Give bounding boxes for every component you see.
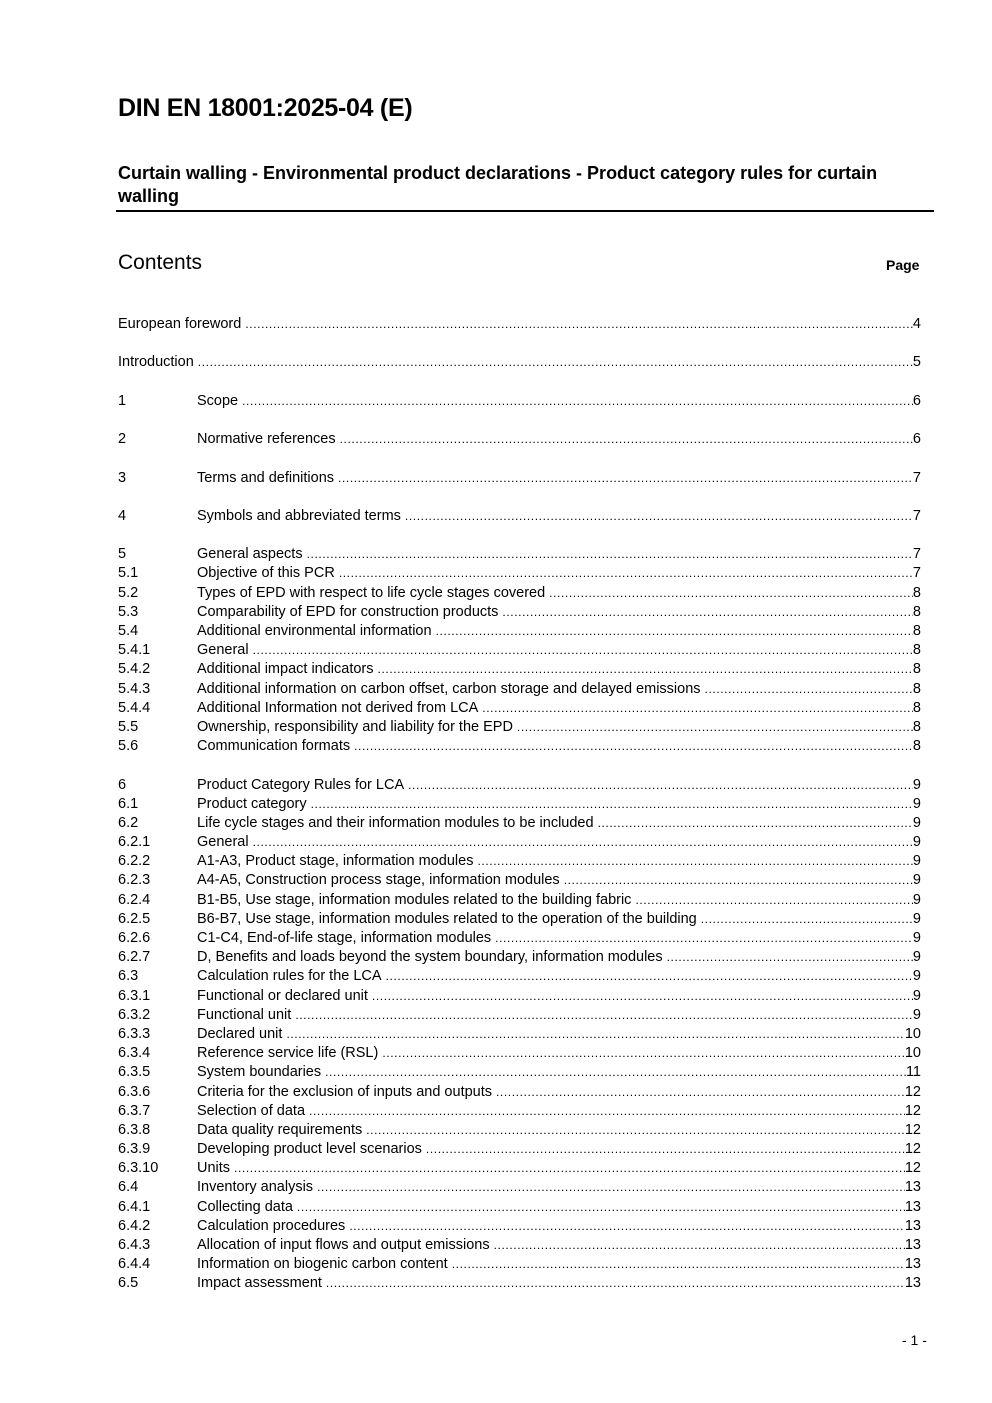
toc-entry-page: 13 <box>904 1237 921 1253</box>
toc-entry-title: Functional unit <box>197 1006 292 1023</box>
toc-dot-leader <box>242 392 913 411</box>
toc-entry[interactable] <box>118 1121 921 1140</box>
toc-entry-number: 5.5 <box>118 718 139 735</box>
toc-entry[interactable] <box>118 660 921 679</box>
toc-entry-number: 6.3.10 <box>118 1160 159 1177</box>
toc-entry-page: 9 <box>912 853 921 870</box>
toc-entry-page: 9 <box>912 968 921 985</box>
toc-entry-title: D, Benefits and loads beyond the system boundary, information modules <box>197 949 663 966</box>
toc-entry-title: Allocation of input flows and output emissions <box>197 1237 490 1253</box>
page-number: - 1 - <box>902 1332 927 1348</box>
toc-entry[interactable] <box>118 1159 921 1178</box>
toc-entry-page: 12 <box>904 1121 921 1138</box>
toc-entry-number: 6.2.4 <box>118 891 151 908</box>
toc-entry-title: Selection of data <box>197 1102 306 1119</box>
toc-entry-number: 5.4.4 <box>118 699 151 716</box>
toc-entry-title: A4-A5, Construction process stage, information modules <box>197 872 560 889</box>
toc-entry-number: 5.4.2 <box>118 661 151 678</box>
toc-entry-page: 12 <box>904 1102 921 1119</box>
toc-dot-leader <box>354 737 913 756</box>
toc-entry-page: 9 <box>912 930 921 946</box>
toc-entry-title: C1-C4, End-of-life stage, information modules <box>197 930 492 946</box>
toc-entry[interactable] <box>118 987 921 1006</box>
toc-entry-title: Units <box>197 1160 231 1177</box>
toc-dot-leader <box>338 469 913 488</box>
toc-entry[interactable] <box>118 948 921 967</box>
toc-entry[interactable] <box>118 737 921 756</box>
toc-entry-title: General aspects <box>197 546 303 563</box>
toc-dot-leader <box>295 1006 913 1025</box>
toc-entry-number: 6 <box>118 776 127 793</box>
toc-entry[interactable] <box>118 564 921 583</box>
toc-entry-title: Additional impact indicators <box>197 661 374 678</box>
toc-entry-page: 12 <box>904 1160 921 1177</box>
toc-dot-leader <box>349 1217 905 1236</box>
toc-entry-title: B1-B5, Use stage, information modules related to the building fabric <box>197 891 632 908</box>
toc-entry-number: 5.6 <box>118 738 139 755</box>
toc-entry-number: 6.2.1 <box>118 834 151 851</box>
toc-entry[interactable] <box>118 871 921 890</box>
toc-entry[interactable] <box>118 1217 921 1236</box>
toc-entry-page: 8 <box>912 623 921 639</box>
toc-entry[interactable] <box>118 910 921 929</box>
toc-dot-leader <box>253 833 913 852</box>
toc-entry-page: 9 <box>912 776 921 793</box>
toc-entry[interactable] <box>118 833 921 852</box>
toc-entry-title: Calculation rules for the LCA <box>197 968 382 985</box>
toc-entry-page: 7 <box>912 546 921 563</box>
toc-entry-title: Communication formats <box>197 738 351 755</box>
toc-entry-title: European foreword <box>118 316 242 332</box>
toc-entry-page: 9 <box>912 795 921 812</box>
toc-entry-title: Scope <box>197 392 239 409</box>
toc-entry-page: 13 <box>904 1217 921 1234</box>
toc-entry-page: 10 <box>904 1025 921 1042</box>
toc-entry-number: 6.4.3 <box>118 1237 151 1253</box>
toc-entry-number: 5.4.1 <box>118 642 151 659</box>
toc-entry[interactable] <box>118 1236 921 1255</box>
toc-entry-page: 9 <box>912 949 921 966</box>
toc-entry-title: Types of EPD with respect to life cycle stages covered <box>197 584 546 601</box>
toc-entry-title: Functional or declared unit <box>197 987 368 1004</box>
toc-entry[interactable] <box>118 1178 921 1197</box>
toc-entry-page: 9 <box>912 834 921 851</box>
toc-dot-leader <box>494 1236 905 1255</box>
toc-entry[interactable] <box>118 1083 921 1102</box>
toc-entry[interactable] <box>118 1140 921 1159</box>
toc-entry-page: 7 <box>912 507 921 524</box>
toc-entry-number: 6.2.5 <box>118 910 151 927</box>
toc-entry[interactable] <box>118 929 921 948</box>
toc-entry-number: 5.4.3 <box>118 680 151 697</box>
toc-entry-title: Developing product level scenarios <box>197 1141 422 1158</box>
toc-dot-leader <box>408 776 913 795</box>
document-title: DIN EN 18001:2025-04 (E) <box>118 94 413 122</box>
toc-entry-title: Life cycle stages and their information modules to be included <box>197 814 594 831</box>
toc-entry[interactable] <box>118 469 921 488</box>
toc-entry[interactable] <box>118 718 921 737</box>
toc-entry-number: 6.3 <box>118 968 139 985</box>
toc-dot-leader <box>667 948 913 967</box>
toc-entry-number: 6.3.1 <box>118 987 151 1004</box>
toc-dot-leader <box>426 1140 905 1159</box>
toc-entry-page: 13 <box>904 1256 921 1273</box>
toc-entry-title: Product category <box>197 795 307 812</box>
toc-entry[interactable] <box>118 392 921 411</box>
toc-dot-leader <box>317 1178 905 1197</box>
toc-dot-leader <box>253 641 913 660</box>
toc-dot-leader <box>311 795 913 814</box>
toc-entry[interactable] <box>118 430 921 449</box>
toc-entry-page: 8 <box>912 584 921 601</box>
toc-entry-title: Ownership, responsibility and liability for the EPD <box>197 718 513 735</box>
toc-entry-title: General <box>197 834 249 851</box>
toc-entry-page: 8 <box>912 642 921 659</box>
toc-entry[interactable] <box>118 353 921 372</box>
toc-entry-page: 12 <box>904 1141 921 1158</box>
toc-dot-leader <box>502 603 913 622</box>
toc-entry-title: Inventory analysis <box>197 1179 314 1196</box>
toc-entry-number: 6.2.3 <box>118 872 151 889</box>
toc-entry-page: 8 <box>912 738 921 755</box>
toc-entry-number: 6.4.2 <box>118 1217 151 1234</box>
toc-entry-page: 13 <box>904 1179 921 1196</box>
toc-dot-leader <box>372 987 913 1006</box>
toc-dot-leader <box>286 1025 904 1044</box>
toc-entry[interactable] <box>118 1025 921 1044</box>
toc-dot-leader <box>452 1255 905 1274</box>
toc-entry-title: Introduction <box>118 354 194 371</box>
toc-entry-number: 6.3.3 <box>118 1025 151 1042</box>
toc-entry-page: 8 <box>912 699 921 716</box>
toc-dot-leader <box>339 564 913 583</box>
toc-entry-number: 6.3.8 <box>118 1121 151 1138</box>
toc-dot-leader <box>245 315 913 334</box>
toc-dot-leader <box>198 353 913 372</box>
toc-entry-page: 9 <box>912 814 921 831</box>
toc-entry[interactable] <box>118 641 921 660</box>
toc-entry[interactable] <box>118 1198 921 1217</box>
toc-entry[interactable] <box>118 603 921 622</box>
toc-entry-page: 10 <box>904 1045 921 1062</box>
toc-entry[interactable] <box>118 1274 921 1293</box>
toc-entry-number: 4 <box>118 507 127 524</box>
toc-entry-title: Additional Information not derived from LCA <box>197 699 479 716</box>
toc-entry-title: Normative references <box>197 431 336 448</box>
toc-dot-leader <box>635 891 912 910</box>
toc-dot-leader <box>234 1159 905 1178</box>
toc-entry-title: Objective of this PCR <box>197 565 335 582</box>
toc-dot-leader <box>340 430 913 449</box>
toc-entry-number: 6.3.7 <box>118 1102 151 1119</box>
toc-entry[interactable] <box>118 507 921 526</box>
toc-dot-leader <box>307 545 913 564</box>
toc-entry-title: Symbols and abbreviated terms <box>197 507 401 524</box>
toc-entry-number: 5.4 <box>118 623 139 639</box>
toc-entry[interactable] <box>118 795 921 814</box>
toc-entry-number: 1 <box>118 392 127 409</box>
toc-entry[interactable] <box>118 1063 921 1082</box>
toc-entry-number: 6.1 <box>118 795 139 812</box>
toc-entry[interactable] <box>118 891 921 910</box>
toc-entry-page: 7 <box>912 565 921 582</box>
toc-entry-page: 9 <box>912 1006 921 1023</box>
toc-entry[interactable] <box>118 814 921 833</box>
toc-entry[interactable] <box>118 776 921 795</box>
toc-entry-title: Data quality requirements <box>197 1121 363 1138</box>
toc-entry-number: 5 <box>118 546 127 563</box>
toc-entry-page: 8 <box>912 680 921 697</box>
toc-entry[interactable] <box>118 1044 921 1063</box>
toc-entry-page: 9 <box>912 910 921 927</box>
toc-entry-page: 6 <box>912 392 921 409</box>
toc-entry-number: 6.4 <box>118 1179 139 1196</box>
toc-dot-leader <box>405 507 913 526</box>
toc-entry[interactable] <box>118 699 921 718</box>
toc-entry-number: 6.2 <box>118 814 139 831</box>
toc-entry-page: 9 <box>912 987 921 1004</box>
toc-entry-number: 6.3.4 <box>118 1045 151 1062</box>
toc-dot-leader <box>701 910 913 929</box>
toc-entry-title: Declared unit <box>197 1025 283 1042</box>
toc-entry-title: Calculation procedures <box>197 1217 346 1234</box>
toc-dot-leader <box>386 967 913 986</box>
toc-entry-title: Comparability of EPD for construction products <box>197 603 499 620</box>
toc-entry-title: Additional information on carbon offset, carbon storage and delayed emissions <box>197 680 701 697</box>
toc-entry-page: 9 <box>912 891 921 908</box>
toc-entry[interactable] <box>118 622 921 641</box>
toc-entry-number: 6.2.6 <box>118 930 151 946</box>
toc-entry-number: 5.2 <box>118 584 139 601</box>
title-divider <box>116 210 934 212</box>
toc-entry-number: 3 <box>118 469 127 486</box>
toc-entry-number: 2 <box>118 431 127 448</box>
toc-dot-leader <box>598 814 913 833</box>
toc-entry-title: Additional environmental information <box>197 623 432 639</box>
toc-entry-page: 13 <box>904 1275 921 1292</box>
toc-entry-page: 13 <box>904 1198 921 1215</box>
toc-dot-leader <box>495 929 913 948</box>
toc-dot-leader <box>325 1063 906 1082</box>
toc-entry[interactable] <box>118 1255 921 1274</box>
toc-entry-title: Reference service life (RSL) <box>197 1045 379 1062</box>
toc-entry-number: 6.5 <box>118 1275 139 1292</box>
toc-entry-number: 6.3.9 <box>118 1141 151 1158</box>
toc-entry-title: General <box>197 642 249 659</box>
toc-dot-leader <box>326 1274 905 1293</box>
document-subtitle: Curtain walling - Environmental product declarations - Product category rules for curtain walling <box>118 163 878 206</box>
toc-entry[interactable] <box>118 680 921 699</box>
toc-entry-title: Collecting data <box>197 1198 293 1215</box>
toc-entry-number: 6.2.7 <box>118 949 151 966</box>
toc-entry[interactable] <box>118 1006 921 1025</box>
toc-entry-title: Product Category Rules for LCA <box>197 776 405 793</box>
toc-dot-leader <box>382 1044 905 1063</box>
toc-entry-page: 8 <box>912 661 921 678</box>
toc-entry-title: B6-B7, Use stage, information modules related to the operation of the building <box>197 910 697 927</box>
toc-entry-page: 9 <box>912 872 921 889</box>
toc-dot-leader <box>477 852 912 871</box>
toc-entry-number: 6.2.2 <box>118 853 151 870</box>
toc-dot-leader <box>705 680 913 699</box>
toc-entry[interactable] <box>118 315 921 334</box>
toc-entry[interactable] <box>118 584 921 603</box>
table-of-contents <box>118 315 921 1294</box>
toc-dot-leader <box>309 1102 905 1121</box>
toc-entry-number: 6.3.6 <box>118 1083 151 1100</box>
toc-dot-leader <box>482 699 913 718</box>
toc-dot-leader <box>366 1121 905 1140</box>
toc-dot-leader <box>436 622 913 641</box>
toc-entry-page: 11 <box>905 1064 921 1081</box>
toc-dot-leader <box>549 584 913 603</box>
toc-entry-number: 6.3.5 <box>118 1064 151 1081</box>
toc-entry[interactable] <box>118 1102 921 1121</box>
toc-entry-page: 12 <box>904 1083 921 1100</box>
toc-dot-leader <box>564 871 913 890</box>
toc-entry[interactable] <box>118 967 921 986</box>
toc-entry-page: 4 <box>912 316 921 332</box>
toc-entry-title: Terms and definitions <box>197 469 335 486</box>
toc-entry-page: 5 <box>912 354 921 371</box>
toc-entry-title: Criteria for the exclusion of inputs and outputs <box>197 1083 492 1100</box>
toc-entry-number: 6.4.4 <box>118 1256 151 1273</box>
toc-entry-number: 5.3 <box>118 603 139 620</box>
toc-entry-page: 8 <box>912 718 921 735</box>
toc-entry[interactable] <box>118 852 921 871</box>
toc-entry-title: Impact assessment <box>197 1275 322 1292</box>
toc-entry-page: 8 <box>912 603 921 620</box>
page-column-heading: Page <box>886 257 920 273</box>
toc-entry-title: Information on biogenic carbon content <box>197 1256 448 1273</box>
toc-dot-leader <box>378 660 913 679</box>
toc-entry-title: A1-A3, Product stage, information modules <box>197 853 474 870</box>
toc-entry-number: 6.3.2 <box>118 1006 151 1023</box>
toc-entry-number: 5.1 <box>118 565 139 582</box>
toc-dot-leader <box>496 1083 905 1102</box>
toc-entry-page: 6 <box>912 431 921 448</box>
toc-dot-leader <box>517 718 913 737</box>
contents-heading: Contents <box>118 251 203 274</box>
toc-entry-page: 7 <box>912 469 921 486</box>
toc-entry[interactable] <box>118 545 921 564</box>
toc-dot-leader <box>297 1198 905 1217</box>
toc-entry-number: 6.4.1 <box>118 1198 151 1215</box>
toc-entry-title: System boundaries <box>197 1064 322 1081</box>
